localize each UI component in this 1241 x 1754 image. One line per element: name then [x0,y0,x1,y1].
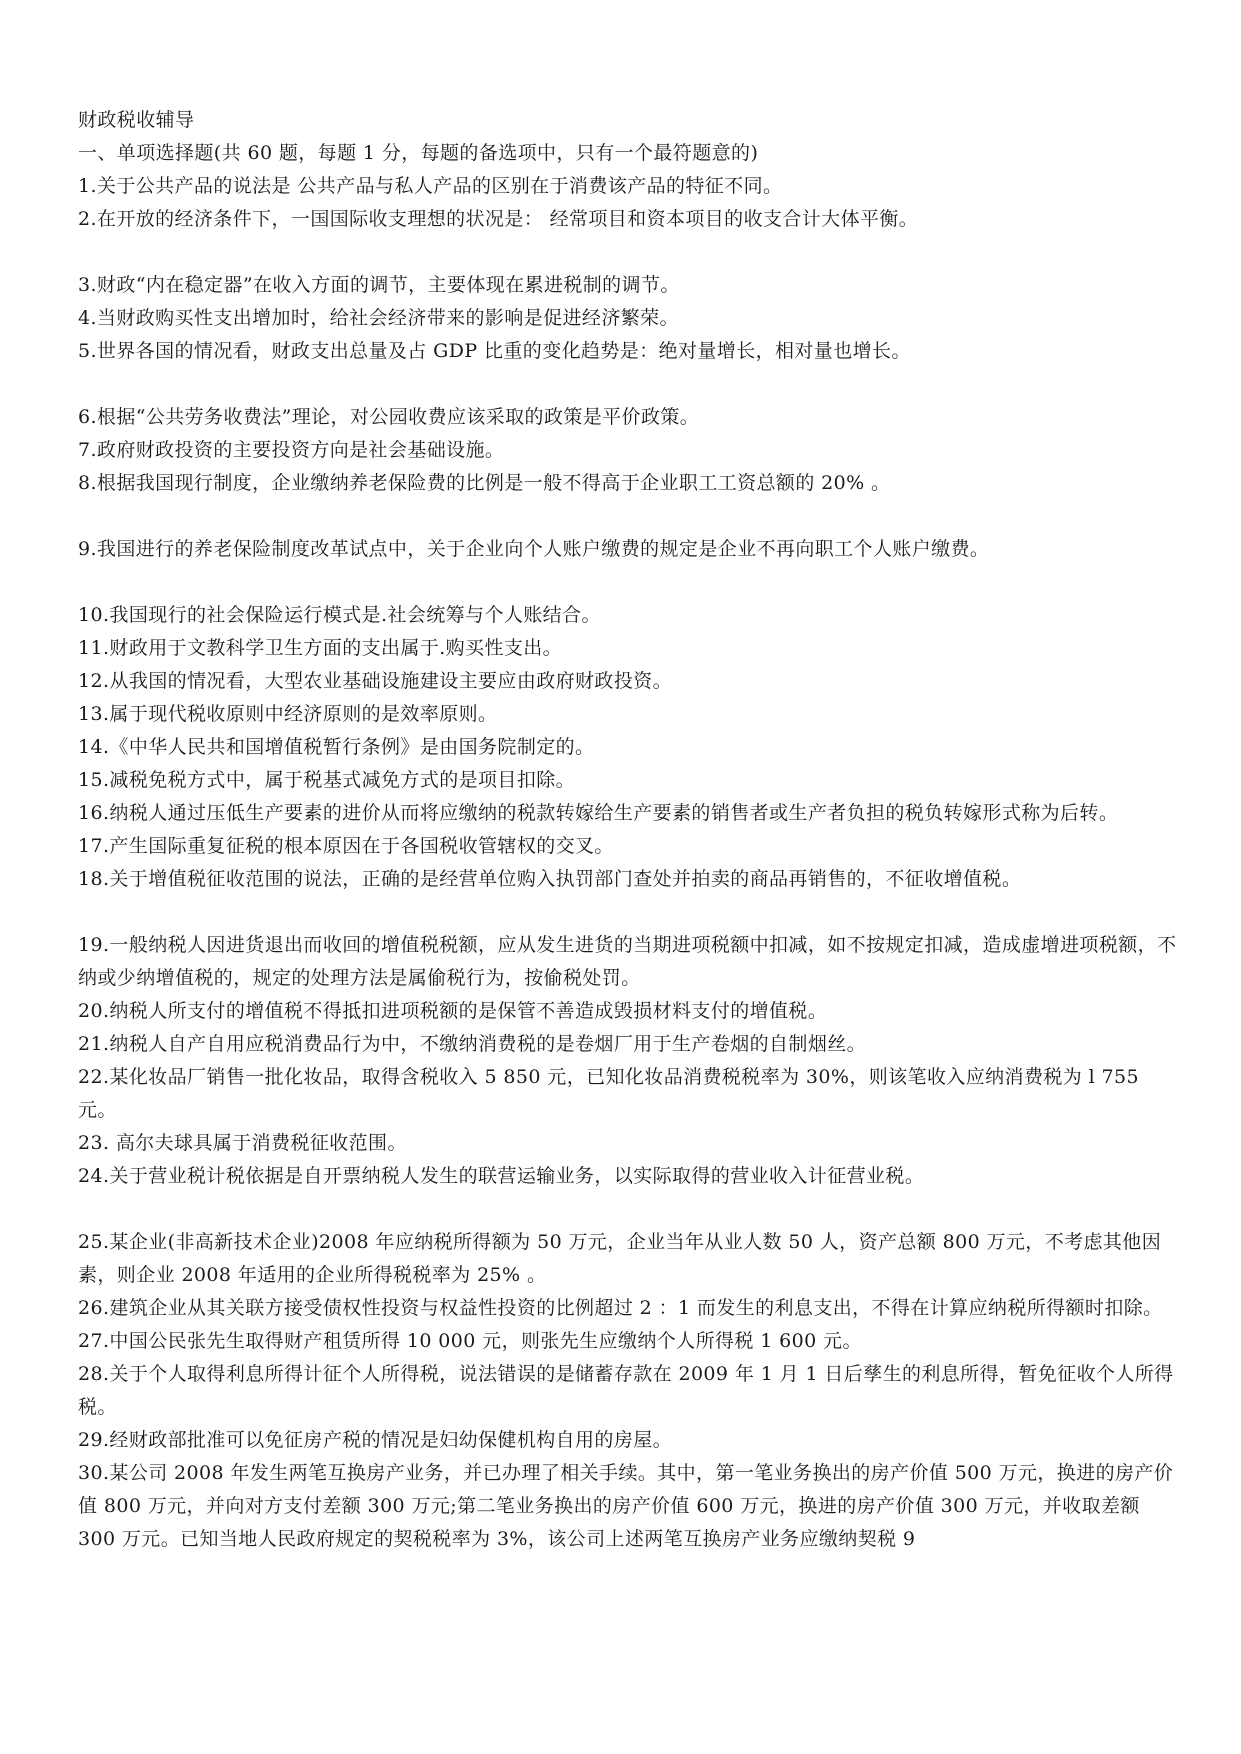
document-page [78,104,1178,1556]
question-item: 5.世界各国的情况看，财政支出总量及占 GDP 比重的变化趋势是：绝对量增长，相对量也增长。 [78,340,911,362]
question-item: 28.关于个人取得利息所得计征个人所得税，说法错误的是储蓄存款在 2009 年 1 月 1 日后孳生的利息所得，暂免征收个人所得税。 [78,1363,1174,1418]
question-item: 18.关于增值税征收范围的说法，正确的是经营单位购入执罚部门查处并拍卖的商品再销售的，不征收增值税。 [78,868,1022,890]
question-item: 7.政府财政投资的主要投资方向是社会基础设施。 [78,439,505,461]
question-list [78,170,1178,1556]
question-item: 13.属于现代税收原则中经济原则的是效率原则。 [78,703,498,725]
question-item: 24.关于营业税计税依据是自开票纳税人发生的联营运输业务，以实际取得的营业收入计征营业税。 [78,1165,925,1187]
question-item: 11.财政用于文教科学卫生方面的支出属于.购买性支出。 [78,637,563,659]
question-item: 15.减税免税方式中，属于税基式减免方式的是项目扣除。 [78,769,576,791]
question-item: 22.某化妆品厂销售一批化妆品，取得含税收入 5 850 元，已知化妆品消费税税率为 30%，则该笔收入应纳消费税为 l 755 元。 [78,1066,1139,1121]
question-item: 10.我国现行的社会保险运行模式是.社会统筹与个人账结合。 [78,604,601,626]
section-heading: 一、单项选择题(共 60 题，每题 1 分，每题的备选项中，只有一个最符题意的) [78,142,759,164]
question-item: 14.《中华人民共和国增值税暂行条例》是由国务院制定的。 [78,736,595,758]
question-item: 23. 高尔夫球具属于消费税征收范围。 [78,1132,407,1154]
question-item: 9.我国进行的养老保险制度改革试点中，关于企业向个人账户缴费的规定是企业不再向职工个人账户缴费。 [78,538,990,560]
question-item: 16.纳税人通过压低生产要素的进价从而将应缴纳的税款转嫁给生产要素的销售者或生产者负担的税负转嫁形式称为后转。 [78,802,1119,824]
question-item: 20.纳税人所支付的增值税不得抵扣进项税额的是保管不善造成毁损材料支付的增值税。 [78,1000,828,1022]
question-item: 6.根据“公共劳务收费法”理论，对公园收费应该采取的政策是平价政策。 [78,406,700,428]
question-item: 27.中国公民张先生取得财产租赁所得 10 000 元，则张先生应缴纳个人所得税 1 600 元。 [78,1330,862,1352]
question-item: 12.从我国的情况看，大型农业基础设施建设主要应由政府财政投资。 [78,670,673,692]
question-item: 26.建筑企业从其关联方接受债权性投资与权益性投资的比例超过 2 ：1 而发生的利息支出，不得在计算应纳税所得额时扣除。 [78,1297,1163,1319]
question-item: 2.在开放的经济条件下，一国国际收支理想的状况是： 经常项目和资本项目的收支合计大体平衡。 [78,208,919,230]
question-item: 8.根据我国现行制度，企业缴纳养老保险费的比例是一般不得高于企业职工工资总额的 20% 。 [78,472,891,494]
question-item: 3.财政“内在稳定器”在收入方面的调节，主要体现在累进税制的调节。 [78,274,680,296]
document-title: 财政税收辅导 [78,109,195,131]
question-item: 30.某公司 2008 年发生两笔互换房产业务，并已办理了相关手续。其中，第一笔业务换出的房产价值 500 万元，换进的房产价值 800 万元，并向对方支付差额 300 万元;第二笔业务换出的房产价值 600 万元，换进的房产价值 300 万元，并收取差额 300 万元。已知当地人民政府规定的契税税率为 3%，该公司上述两笔互换房产业务应缴纳契税 9 [78,1462,1174,1550]
question-item: 4.当财政购买性支出增加时，给社会经济带来的影响是促进经济繁荣。 [78,307,679,329]
question-item: 29.经财政部批准可以免征房产税的情况是妇幼保健机构自用的房屋。 [78,1429,673,1451]
question-item: 19.一般纳税人因进货退出而收回的增值税税额，应从发生进货的当期进项税额中扣减，如不按规定扣减，造成虚增进项税额，不纳或少纳增值税的，规定的处理方法是属偷税行为，按偷税处罚。 [78,934,1177,989]
question-item: 21.纳税人自产自用应税消费品行为中，不缴纳消费税的是卷烟厂用于生产卷烟的自制烟丝。 [78,1033,867,1055]
question-item: 25.某企业(非高新技术企业)2008 年应纳税所得额为 50 万元，企业当年从业人数 50 人，资产总额 800 万元，不考虑其他因素，则企业 2008 年适用的企业所得税税率为 25% 。 [78,1231,1162,1286]
question-item: 17.产生国际重复征税的根本原因在于各国税收管辖权的交叉。 [78,835,614,857]
question-item: 1.关于公共产品的说法是 公共产品与私人产品的区别在于消费该产品的特征不同。 [78,175,783,197]
